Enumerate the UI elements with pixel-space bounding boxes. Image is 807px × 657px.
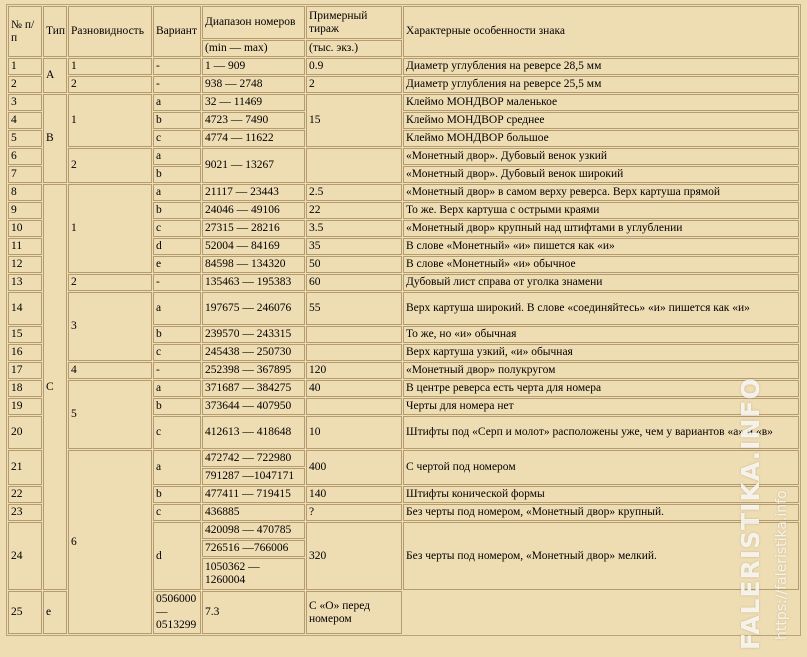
coin-varieties-table: [6, 4, 801, 636]
range-cell: 791287 —1047171: [202, 468, 305, 485]
variant-cell: c: [153, 344, 201, 361]
mintage-cell: ?: [306, 504, 402, 521]
variant-cell: e: [153, 256, 201, 273]
feature-cell: С «О» перед номером: [306, 591, 402, 634]
feature-cell: «Монетный двор» полукругом: [403, 362, 799, 379]
mintage-cell: 3.5: [306, 220, 402, 237]
mintage-cell: 320: [306, 522, 402, 590]
range-cell: 1050362 — 1260004: [202, 558, 305, 590]
range-cell: 472742 — 722980: [202, 450, 305, 467]
row-num: 21: [8, 450, 42, 485]
mintage-cell: 2: [306, 76, 402, 93]
feature-cell: Клеймо МОНДВОР маленькое: [403, 94, 799, 111]
range-cell: 197675 — 246076: [202, 292, 305, 325]
variant-cell: d: [153, 522, 201, 590]
mintage-cell: [306, 344, 402, 361]
variant-cell: -: [153, 274, 201, 291]
watermark-url: https://faleristika.info: [774, 490, 790, 640]
feature-cell: «Монетный двор» крупный над штифтами в углублении: [403, 220, 799, 237]
range-cell: 245438 — 250730: [202, 344, 305, 361]
mintage-cell: 120: [306, 362, 402, 379]
variant-cell: b: [153, 326, 201, 343]
feature-cell: Диаметр углубления на реверсе 28,5 мм: [403, 58, 799, 75]
row-num: 7: [8, 166, 42, 183]
row-num: 22: [8, 486, 42, 503]
variety-cell: 2: [68, 148, 152, 183]
variety-cell: 1: [68, 184, 152, 273]
variety-cell: 2: [68, 76, 152, 93]
range-cell: 0506000 — 0513299: [153, 591, 201, 634]
row-num: 25: [8, 591, 42, 634]
header-mintage: Примерный тираж: [306, 6, 402, 39]
row-num: 20: [8, 416, 42, 449]
row-num: 13: [8, 274, 42, 291]
feature-cell: «Монетный двор». Дубовый венок широкий: [403, 166, 799, 183]
row-num: 24: [8, 522, 42, 590]
mintage-cell: 0.9: [306, 58, 402, 75]
row-num: 11: [8, 238, 42, 255]
range-cell: 412613 — 418648: [202, 416, 305, 449]
range-cell: 4774 — 11622: [202, 130, 305, 147]
range-cell: 27315 — 28216: [202, 220, 305, 237]
variant-cell: -: [153, 58, 201, 75]
mintage-cell: 40: [306, 380, 402, 397]
mintage-cell: [306, 398, 402, 415]
variant-cell: a: [153, 184, 201, 201]
feature-cell: Штифты под «Серп и молот» расположены уже, чем у вариантов «а» и «в»: [403, 416, 799, 449]
feature-cell: Без черты под номером, «Монетный двор» крупный.: [403, 504, 799, 521]
mintage-cell: 7.3: [202, 591, 305, 634]
row-num: 16: [8, 344, 42, 361]
variant-cell: c: [153, 416, 201, 449]
variant-cell: a: [153, 94, 201, 111]
header-range-sub: (min — max): [202, 40, 305, 57]
variant-cell: -: [153, 362, 201, 379]
range-cell: 9021 — 13267: [202, 148, 305, 183]
mintage-cell: 55: [306, 292, 402, 325]
table-row: [8, 274, 799, 291]
feature-cell: С чертой под номером: [403, 450, 799, 485]
table-row: [8, 76, 799, 93]
mintage-cell: [306, 326, 402, 343]
type-cell: A: [43, 58, 67, 93]
feature-cell: То же. Верх картуша с острыми краями: [403, 202, 799, 219]
range-cell: 135463 — 195383: [202, 274, 305, 291]
mintage-cell: 60: [306, 274, 402, 291]
watermark-logo-text: FALERISTIKA.INFO: [736, 377, 765, 650]
table-row: [8, 450, 799, 467]
table-row: [8, 292, 799, 325]
feature-cell: В центре реверса есть черта для номера: [403, 380, 799, 397]
range-cell: 84598 — 134320: [202, 256, 305, 273]
feature-cell: Штифты конической формы: [403, 486, 799, 503]
feature-cell: Черты для номера нет: [403, 398, 799, 415]
row-num: 23: [8, 504, 42, 521]
row-num: 14: [8, 292, 42, 325]
mintage-cell: 400: [306, 450, 402, 485]
row-num: 12: [8, 256, 42, 273]
feature-cell: Верх картуша узкий, «и» обычная: [403, 344, 799, 361]
row-num: 6: [8, 148, 42, 165]
header-type: Тип: [43, 6, 67, 57]
variety-cell: 5: [68, 380, 152, 449]
row-num: 3: [8, 94, 42, 111]
header-variety: Разновидность: [68, 6, 152, 57]
mintage-cell: 22: [306, 202, 402, 219]
feature-cell: Верх картуша широкий. В слове «соединяйтесь» «и» пишется как «и»: [403, 292, 799, 325]
table-row: [8, 380, 799, 397]
mintage-cell: 2.5: [306, 184, 402, 201]
variety-cell: 2: [68, 274, 152, 291]
range-cell: 420098 — 470785: [202, 522, 305, 539]
variant-cell: b: [153, 166, 201, 183]
row-num: 8: [8, 184, 42, 201]
feature-cell: Клеймо МОНДВОР большое: [403, 130, 799, 147]
header-features: Характерные особенности знака: [403, 6, 799, 57]
range-cell: 24046 — 49106: [202, 202, 305, 219]
row-num: 10: [8, 220, 42, 237]
row-num: 1: [8, 58, 42, 75]
header-num: № п/п: [8, 6, 42, 57]
header-mintage-sub: (тыс. экз.): [306, 40, 402, 57]
range-cell: 477411 — 719415: [202, 486, 305, 503]
type-cell: C: [43, 184, 67, 590]
variant-cell: d: [153, 238, 201, 255]
range-cell: 21117 — 23443: [202, 184, 305, 201]
variant-cell: c: [153, 220, 201, 237]
row-num: 9: [8, 202, 42, 219]
feature-cell: В слове «Монетный» «и» обычное: [403, 256, 799, 273]
variant-cell: b: [153, 202, 201, 219]
header-range: Диапазон номеров: [202, 6, 305, 39]
feature-cell: «Монетный двор» в самом верху реверса. Верх картуша прямой: [403, 184, 799, 201]
range-cell: 726516 —766006: [202, 540, 305, 557]
row-num: 19: [8, 398, 42, 415]
range-cell: 4723 — 7490: [202, 112, 305, 129]
range-cell: 52004 — 84169: [202, 238, 305, 255]
variety-cell: 4: [68, 362, 152, 379]
feature-cell: В слове «Монетный» «и» пишется как «и»: [403, 238, 799, 255]
range-cell: 252398 — 367895: [202, 362, 305, 379]
feature-cell: Диаметр углубления на реверсе 25,5 мм: [403, 76, 799, 93]
variant-cell: c: [153, 130, 201, 147]
range-cell: 373644 — 407950: [202, 398, 305, 415]
mintage-cell: 50: [306, 256, 402, 273]
variant-cell: a: [153, 148, 201, 165]
mintage-cell: 10: [306, 416, 402, 449]
feature-cell: То же, но «и» обычная: [403, 326, 799, 343]
table-row: [8, 148, 799, 165]
variant-cell: e: [43, 591, 67, 634]
variant-cell: a: [153, 292, 201, 325]
table-row: [8, 184, 799, 201]
variant-cell: -: [153, 76, 201, 93]
feature-cell: Дубовый лист справа от уголка знамени: [403, 274, 799, 291]
mintage-cell: 15: [306, 94, 402, 147]
row-num: 18: [8, 380, 42, 397]
row-num: 15: [8, 326, 42, 343]
row-num: 17: [8, 362, 42, 379]
range-cell: 1 — 909: [202, 58, 305, 75]
variant-cell: b: [153, 398, 201, 415]
variety-cell: 1: [68, 94, 152, 147]
mintage-cell: 140: [306, 486, 402, 503]
mintage-cell: [306, 148, 402, 183]
variant-cell: b: [153, 486, 201, 503]
row-num: 2: [8, 76, 42, 93]
feature-cell: Без черты под номером, «Монетный двор» мелкий.: [403, 522, 799, 590]
table-row: [8, 94, 799, 111]
table-row: [8, 362, 799, 379]
range-cell: 239570 — 243315: [202, 326, 305, 343]
variant-cell: a: [153, 380, 201, 397]
variety-cell: 1: [68, 58, 152, 75]
range-cell: 938 — 2748: [202, 76, 305, 93]
table-row: [8, 58, 799, 75]
range-cell: 436885: [202, 504, 305, 521]
variant-cell: b: [153, 112, 201, 129]
range-cell: 32 — 11469: [202, 94, 305, 111]
feature-cell: «Монетный двор». Дубовый венок узкий: [403, 148, 799, 165]
mintage-cell: 35: [306, 238, 402, 255]
variety-cell: 3: [68, 292, 152, 361]
range-cell: 371687 — 384275: [202, 380, 305, 397]
variety-cell: 6: [68, 450, 152, 634]
row-num: 5: [8, 130, 42, 147]
variant-cell: c: [153, 504, 201, 521]
header-row: [8, 6, 799, 39]
header-variant: Вариант: [153, 6, 201, 57]
row-num: 4: [8, 112, 42, 129]
feature-cell: Клеймо МОНДВОР среднее: [403, 112, 799, 129]
variant-cell: a: [153, 450, 201, 485]
type-cell: B: [43, 94, 67, 183]
